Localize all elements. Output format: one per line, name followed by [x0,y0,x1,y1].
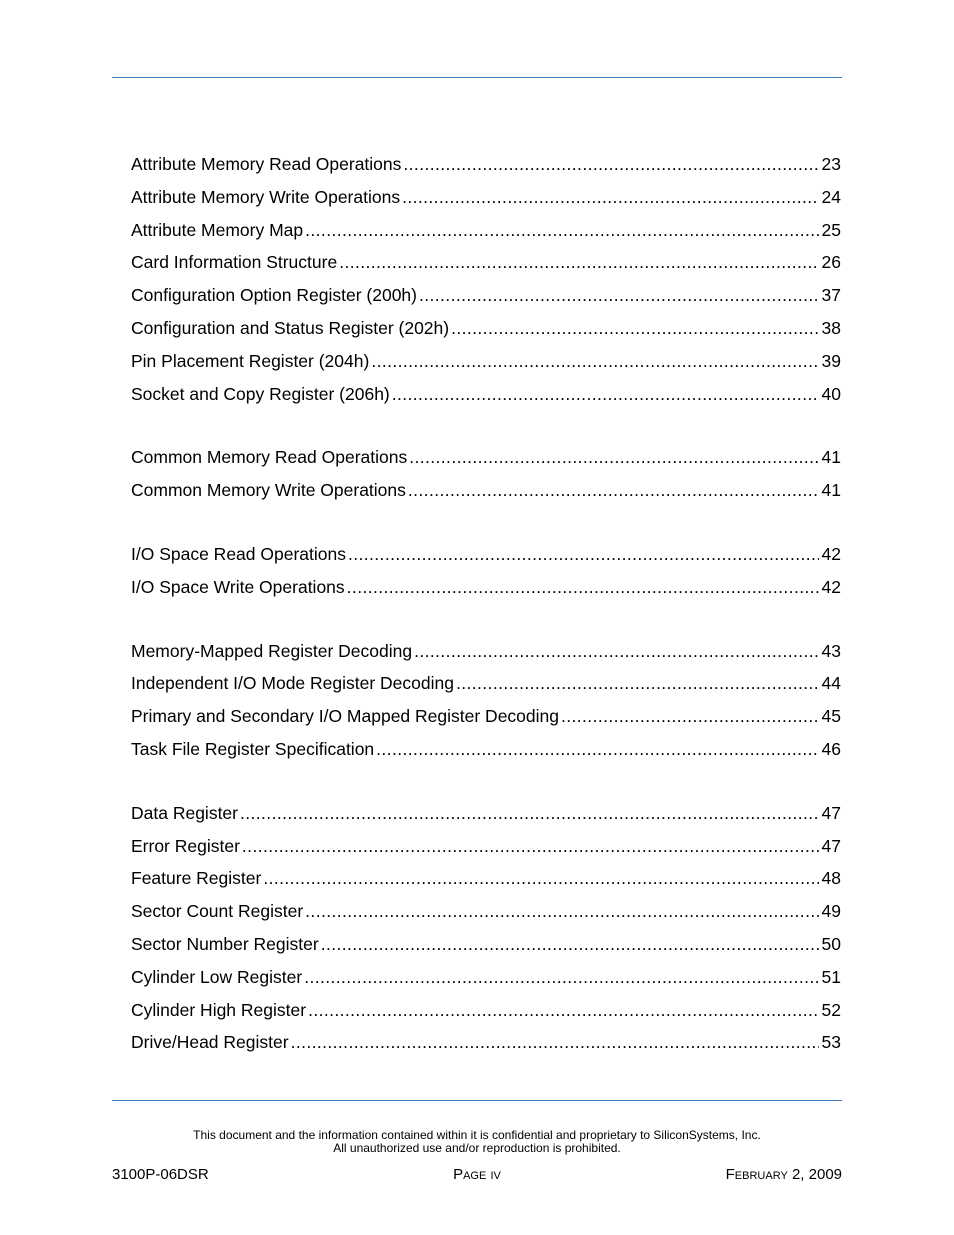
toc-entry-title: Configuration Option Register (200h) [131,285,417,306]
toc-entry-title: Pin Placement Register (204h) [131,350,370,371]
toc-entry-page: 42 [821,543,841,564]
toc-entry-page: 24 [821,186,841,207]
toc-entry-title: Common Memory Write Operations [131,480,406,501]
toc-entry-page: 25 [821,219,841,240]
toc-entry-title: Attribute Memory Read Operations [131,154,402,174]
toc-entry[interactable] [131,928,841,961]
toc-entry-page: 47 [821,802,841,823]
toc-entry[interactable] [131,862,841,895]
toc-entry-title: Card Information Structure [131,252,338,273]
header-rule [112,77,842,78]
confidentiality-notice-line-2: All unauthorized use and/or reproduction is prohibited. [333,1140,621,1155]
toc-entry-title: Attribute Memory Map [131,219,304,240]
toc-entry-title: Common Memory Read Operations [131,447,408,468]
toc-entry[interactable] [131,830,841,863]
toc-entry[interactable] [131,345,841,378]
toc-leader-dots [347,571,819,604]
toc-entry-title: Feature Register [131,868,262,889]
toc-group-io-space [131,538,841,604]
toc-entry-title: Sector Count Register [131,901,304,922]
footer-rule [112,1100,842,1101]
toc-entry[interactable] [131,214,841,247]
page-footer [112,1166,842,1184]
toc-entry[interactable] [131,441,841,474]
toc-entry-title: Cylinder Low Register [131,966,303,987]
toc-entry[interactable] [131,474,841,507]
toc-entry-title: I/O Space Write Operations [131,576,345,597]
toc-entry[interactable] [131,961,841,994]
toc-entry[interactable] [131,378,841,411]
toc-entry[interactable] [131,279,841,312]
toc-leader-dots [242,830,819,863]
document-number: 3100P-06DSR [112,1166,209,1183]
toc-entry-title: Independent I/O Mode Register Decoding [131,673,454,694]
toc-group-register-decoding [131,635,841,766]
toc-group-task-file-registers [131,797,841,1059]
toc-entry-title: Socket and Copy Register (206h) [131,383,390,404]
toc-leader-dots [451,312,818,345]
toc-leader-dots [402,181,818,214]
toc-leader-dots [263,862,818,895]
toc-entry-title: Data Register [131,802,238,823]
toc-leader-dots [414,635,818,668]
toc-entry[interactable] [131,1026,841,1059]
toc-entry-page: 45 [821,706,841,727]
toc-entry-title: Drive/Head Register [131,1032,289,1053]
toc-entry[interactable] [131,181,841,214]
toc-entry-title: Configuration and Status Register (202h) [131,317,450,338]
toc-entry-page: 46 [821,738,841,759]
toc-leader-dots [409,441,818,474]
toc-entry-page: 37 [821,285,841,306]
toc-leader-dots [321,928,819,961]
toc-group-attribute-memory [131,148,841,410]
toc-leader-dots [291,1026,819,1059]
toc-leader-dots [305,214,818,247]
confidentiality-notice [112,1129,842,1154]
toc-leader-dots [376,733,818,766]
toc-entry-page: 47 [821,835,841,856]
toc-entry-title: Memory-Mapped Register Decoding [131,640,413,661]
toc-entry[interactable] [131,148,841,181]
toc-entry-page: 53 [821,1032,841,1053]
toc-leader-dots [419,279,819,312]
toc-leader-dots [240,797,819,830]
toc-leader-dots [408,474,819,507]
document-date: February 2, 2009 [725,1166,842,1183]
toc-entry-page: 26 [821,252,841,273]
toc-entry-title: Sector Number Register [131,933,319,954]
toc-entry[interactable] [131,797,841,830]
toc-entry-title: Attribute Memory Write Operations [131,186,401,207]
toc-entry-page: 23 [821,154,841,174]
table-of-contents [131,148,841,1090]
toc-entry[interactable] [131,635,841,668]
toc-entry-page: 43 [821,640,841,661]
toc-leader-dots [308,994,818,1027]
toc-entry[interactable] [131,538,841,571]
toc-entry[interactable] [131,667,841,700]
toc-entry-title: Error Register [131,835,240,856]
toc-leader-dots [305,895,818,928]
toc-leader-dots [348,538,819,571]
toc-entry[interactable] [131,700,841,733]
toc-leader-dots [392,378,819,411]
toc-entry-page: 44 [821,673,841,694]
toc-leader-dots [371,345,818,378]
toc-entry-page: 41 [821,480,841,501]
confidentiality-notice-line-1: This document and the information contained within it is confidential and proprietary to SiliconSystems, Inc. [193,1128,761,1142]
toc-entry-page: 40 [821,383,841,404]
toc-leader-dots [339,246,818,279]
toc-entry[interactable] [131,895,841,928]
toc-leader-dots [304,961,818,994]
page-number: Page iv [453,1166,501,1183]
toc-entry[interactable] [131,312,841,345]
toc-entry-page: 39 [821,350,841,371]
toc-entry-page: 42 [821,576,841,597]
toc-entry-title: Primary and Secondary I/O Mapped Register Decoding [131,706,559,727]
toc-entry-title: Cylinder High Register [131,999,307,1020]
toc-entry-page: 48 [821,868,841,889]
toc-entry-page: 51 [821,966,841,987]
toc-entry[interactable] [131,994,841,1027]
toc-entry-page: 52 [821,999,841,1020]
toc-leader-dots [403,148,818,181]
toc-entry-title: I/O Space Read Operations [131,543,346,564]
toc-leader-dots [561,700,819,733]
toc-entry-title: Task File Register Specification [131,738,375,759]
toc-entry[interactable] [131,733,841,766]
toc-entry-page: 50 [821,933,841,954]
toc-entry-page: 41 [821,447,841,468]
toc-leader-dots [456,667,819,700]
toc-entry[interactable] [131,246,841,279]
toc-entry[interactable] [131,571,841,604]
toc-entry-page: 38 [821,317,841,338]
toc-entry-page: 49 [821,901,841,922]
toc-group-common-memory [131,441,841,507]
